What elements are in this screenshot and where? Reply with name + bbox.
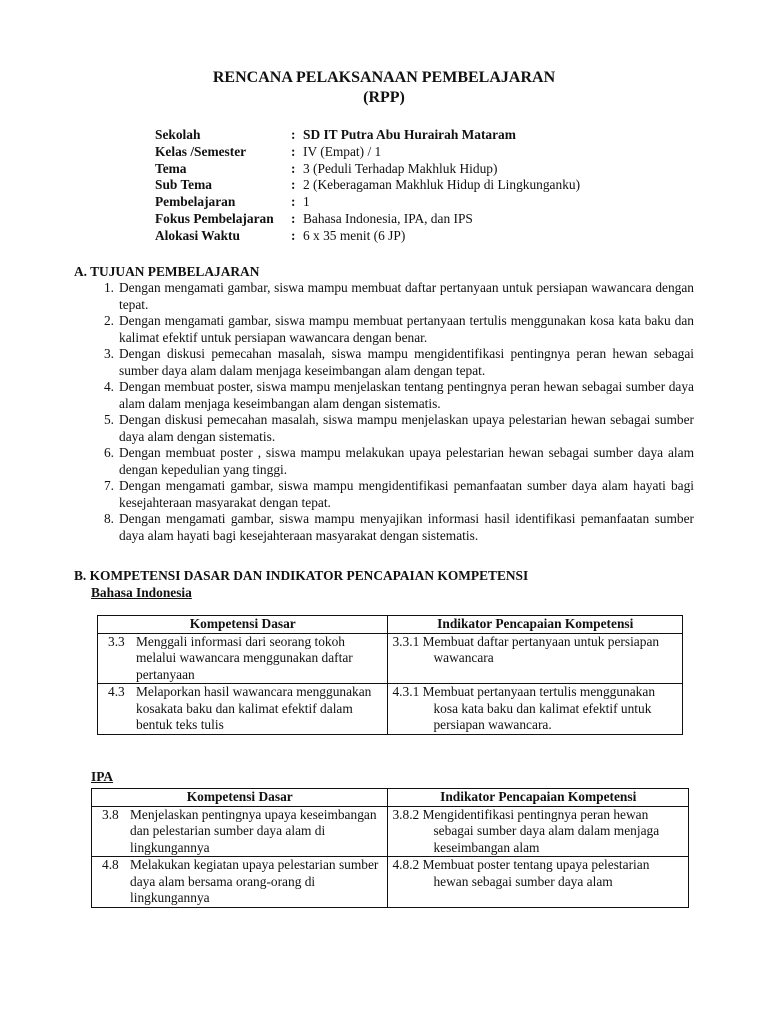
kd-cell <box>92 806 388 857</box>
info-colon: : <box>291 127 296 142</box>
kd-text: Melaporkan hasil wawancara menggunakan kosakata baku dan kalimat efektif dalam bentuk teks tulis <box>136 684 372 732</box>
info-row <box>155 177 580 194</box>
kd-cell <box>98 684 388 735</box>
list-item <box>94 445 694 478</box>
subheading-ipa: IPA <box>91 769 114 784</box>
item-number: 7. <box>103 478 114 493</box>
column-header: Indikator Pencapaian Kompetensi <box>388 789 689 807</box>
list-item <box>94 346 694 379</box>
list-item <box>94 280 694 313</box>
item-number: 4. <box>103 379 114 394</box>
kd-cell <box>98 633 388 684</box>
column-header: Kompetensi Dasar <box>92 789 388 807</box>
info-key: Alokasi Waktu <box>155 227 240 243</box>
item-text: Dengan mengamati gambar, siswa mampu membuat pertanyaan tertulis menggunakan kosa kata baku dan kalimat efektif untuk persiapan wawancara dengan benar. <box>119 313 694 345</box>
kd-table-bahasa-indonesia <box>97 615 683 735</box>
document-title <box>0 68 768 108</box>
item-number: 1. <box>103 280 114 295</box>
item-number: 5. <box>103 412 114 427</box>
indicator-cell <box>388 633 683 684</box>
list-item <box>94 412 694 445</box>
info-key: Pembelajaran <box>155 194 236 210</box>
section-a-heading: A. TUJUAN PEMBELAJARAN <box>74 264 260 279</box>
list-item <box>94 478 694 511</box>
kd-text: Menjelaskan pentingnya upaya keseimbangan dan pelestarian sumber daya alam di lingkungannya <box>130 806 377 855</box>
item-text: Dengan diskusi pemecahan masalah, siswa mampu mengidentifikasi pentingnya peran hewan sebagai sumber daya alam dalam menjaga keseimbangan alam dengan tepat. <box>119 346 694 378</box>
info-colon: : <box>291 160 296 176</box>
subheading-bahasa-indonesia: Bahasa Indonesia <box>91 585 192 600</box>
table-row <box>92 857 689 908</box>
info-value: SD IT Putra Abu Hurairah Mataram <box>303 127 516 142</box>
item-text: Dengan mengamati gambar, siswa mampu menyajikan informasi hasil identifikasi pemanfaatan sumber daya alam hayati bagi kesejahteraan masyarakat dengan sistematis. <box>119 511 694 543</box>
objectives-list <box>94 280 694 544</box>
title-line-1: RENCANA PELAKSANAAN PEMBELAJARAN <box>212 69 556 86</box>
title-line-2: (RPP) <box>363 89 405 106</box>
info-colon: : <box>291 194 296 210</box>
info-row <box>155 211 580 228</box>
kd-table-ipa <box>91 788 689 908</box>
item-text: Dengan membuat poster, siswa mampu menjelaskan tentang pentingnya peran hewan sebagai sumber daya alam dalam menjaga keseimbangan alam dengan sistematis. <box>119 379 694 411</box>
column-header: Kompetensi Dasar <box>98 616 388 634</box>
indicator-text: 4.3.1 Membuat pertanyaan tertulis menggunakan kosa kata baku dan kalimat efektif untuk persiapan wawancara. <box>392 684 656 732</box>
item-text: Dengan mengamati gambar, siswa mampu mengidentifikasi pemanfaatan sumber daya alam hayati bagi kesejahteraan masyarakat dengan tepat. <box>119 478 694 510</box>
item-number: 2. <box>103 313 114 328</box>
info-value: IV (Empat) / 1 <box>303 143 382 159</box>
info-value: 1 <box>303 194 310 210</box>
info-row <box>155 228 580 245</box>
info-value: 3 (Peduli Terhadap Makhluk Hidup) <box>303 160 498 176</box>
info-value: 6 x 35 menit (6 JP) <box>303 227 406 243</box>
indicator-text: 3.8.2 Mengidentifikasi pentingnya peran hewan sebagai sumber daya alam dalam menjaga keseimbangan alam <box>392 806 660 855</box>
table-header-row <box>92 789 689 807</box>
info-colon: : <box>291 227 296 243</box>
kd-code: 4.8 <box>102 857 119 872</box>
item-text: Dengan diskusi pemecahan masalah, siswa mampu menjelaskan upaya pelestarian hewan sebagai sumber daya alam dengan sistematis. <box>119 412 694 444</box>
item-number: 8. <box>103 511 114 526</box>
indicator-text: 3.3.1 Membuat daftar pertanyaan untuk persiapan wawancara <box>392 633 660 665</box>
info-row <box>155 144 580 161</box>
kd-text: Menggali informasi dari seorang tokoh melalui wawancara menggunakan daftar pertanyaan <box>136 633 353 682</box>
list-item <box>94 511 694 544</box>
info-colon: : <box>291 177 296 193</box>
item-text: Dengan mengamati gambar, siswa mampu membuat daftar pertanyaan untuk persiapan wawancara dengan tepat. <box>119 280 694 312</box>
info-value: 2 (Keberagaman Makhluk Hidup di Lingkunganku) <box>303 177 581 193</box>
item-number: 3. <box>103 346 114 361</box>
table-row <box>92 806 689 857</box>
info-key: Kelas /Semester <box>155 143 247 159</box>
kd-cell <box>92 857 388 908</box>
table-row <box>98 684 683 735</box>
indicator-cell <box>388 857 689 908</box>
identity-table <box>155 127 580 245</box>
section-b-heading: B. KOMPETENSI DASAR DAN INDIKATOR PENCAPAIAN KOMPETENSI <box>74 568 529 583</box>
info-key: Sub Tema <box>155 177 212 193</box>
info-key: Fokus Pembelajaran <box>155 210 274 226</box>
table-row <box>98 633 683 684</box>
kd-code: 3.8 <box>102 806 119 822</box>
info-colon: : <box>291 143 296 159</box>
kd-code: 3.3 <box>108 633 125 649</box>
kd-text: Melakukan kegiatan upaya pelestarian sumber daya alam bersama orang-orang di lingkungannya <box>130 857 379 905</box>
info-row <box>155 194 580 211</box>
item-number: 6. <box>103 445 114 460</box>
list-item <box>94 379 694 412</box>
table-header-row <box>98 616 683 634</box>
column-header: Indikator Pencapaian Kompetensi <box>388 616 683 634</box>
info-key: Sekolah <box>155 127 201 142</box>
list-item <box>94 313 694 346</box>
item-text: Dengan membuat poster , siswa mampu melakukan upaya pelestarian hewan sebagai sumber daya alam dengan kepedulian yang tinggi. <box>119 445 694 477</box>
kd-code: 4.3 <box>108 684 125 699</box>
info-key: Tema <box>155 160 187 176</box>
info-row <box>155 161 580 178</box>
info-value: Bahasa Indonesia, IPA, dan IPS <box>303 210 473 226</box>
info-colon: : <box>291 210 296 226</box>
indicator-text: 4.8.2 Membuat poster tentang upaya pelestarian hewan sebagai sumber daya alam <box>392 857 650 889</box>
indicator-cell <box>388 684 683 735</box>
info-row <box>155 127 580 144</box>
indicator-cell <box>388 806 689 857</box>
